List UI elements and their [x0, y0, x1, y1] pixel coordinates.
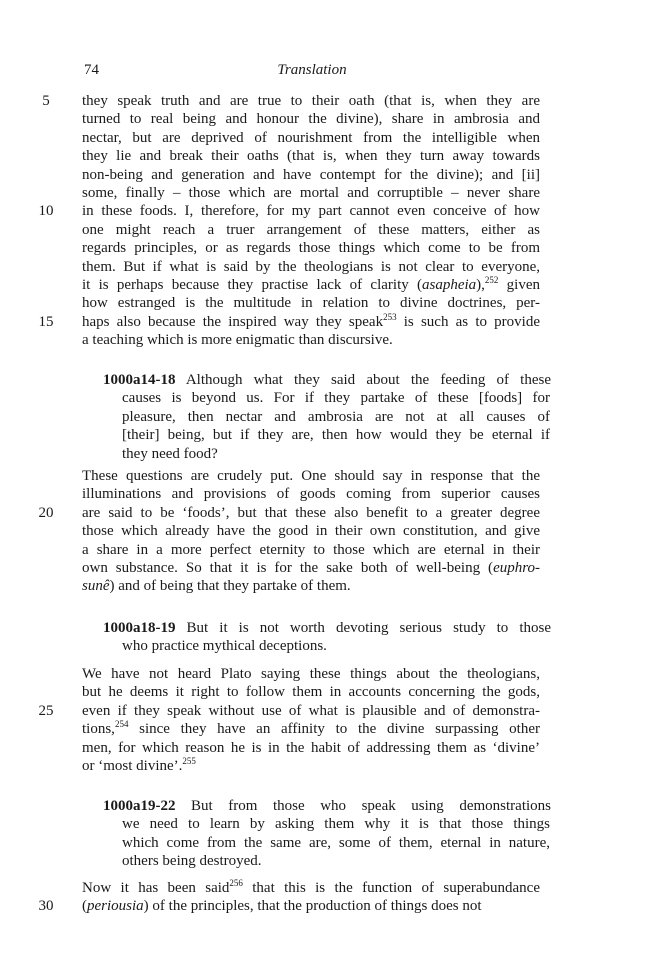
text-line — [0, 276, 650, 294]
text-line — [0, 852, 650, 870]
text-line — [0, 637, 650, 655]
paragraph — [0, 665, 650, 775]
line-text: (periousia) of the principles, that the production of things does not — [82, 898, 482, 915]
line-text: are said to be ‘foods’, but that these also benefit to a greater degree — [82, 504, 540, 521]
line-text: they speak truth and are true to their oath (that is, when they are — [82, 93, 540, 109]
line-text: which come from the same are, some of them, eternal in nature, — [122, 834, 550, 851]
line-text: some, finally – those which are mortal and corruptible – never share — [82, 184, 540, 201]
line-text: even if they speak without use of what is plausible and of demonstra- — [82, 702, 540, 719]
line-text: men, for which reason he is in the habit of addressing them as ‘divine’ — [82, 739, 540, 756]
text-line — [0, 110, 650, 128]
text-line — [0, 504, 650, 522]
line-text: Now it has been said$^{256}$ that this is the function of superabundance — [82, 878, 540, 896]
line-text: non-being and generation and have contempt for the divine); and [ii] — [82, 166, 540, 183]
text-line — [0, 313, 650, 331]
text-line — [0, 815, 650, 833]
text-line — [0, 522, 650, 540]
line-text: others being destroyed. — [122, 853, 262, 870]
line-text: We have not heard Plato saying these things about the theologians, — [82, 666, 540, 682]
line-text: illuminations and provisions of goods coming from superior causes — [82, 486, 540, 503]
line-text: who practice mythical deceptions. — [122, 638, 327, 655]
line-text: turned to real being and honour the divine), share in ambrosia and — [82, 111, 540, 128]
text-line — [0, 665, 650, 683]
text-line — [0, 147, 650, 165]
line-text: we need to learn by asking them why it is that those things — [122, 816, 550, 833]
text-line — [0, 683, 650, 701]
line-text: 1000a19-22 But from those who speak using demonstrations — [103, 798, 551, 814]
text-line — [0, 702, 650, 720]
text-line — [0, 371, 650, 389]
line-number: 10 — [38, 203, 54, 220]
text-line — [0, 834, 650, 852]
text-line — [0, 897, 650, 915]
line-text: tions,$^{254}$ since they have an affinity to the divine surpassing other — [82, 719, 540, 738]
line-text: those which already have the good in their own constitution, and give — [82, 523, 540, 540]
line-text: haps also because the inspired way they speak$^{253}$ is such as to provide — [82, 311, 541, 330]
text-line — [0, 166, 650, 184]
line-text: they lie and break their oaths (that is, when they turn away towards — [82, 148, 540, 165]
text-line — [0, 720, 650, 738]
lemma-block — [0, 371, 650, 463]
line-text: 1000a14-18 Although what they said about the feeding of these — [103, 372, 551, 388]
page-number: 74 — [84, 62, 99, 78]
text-line — [0, 426, 650, 444]
line-text: them. But if what is said by the theologians is not clear to everyone, — [82, 258, 540, 275]
text-line — [0, 879, 650, 897]
text-line — [0, 445, 650, 463]
text-line — [0, 797, 650, 815]
text-line — [0, 184, 650, 202]
text-line — [0, 221, 650, 239]
line-text: nectar, but are deprived of nourishment from the intelligible when — [82, 129, 540, 146]
text-line — [0, 202, 650, 220]
text-line — [0, 757, 650, 775]
text-line — [0, 485, 650, 503]
line-number: 15 — [38, 313, 54, 330]
line-text: one might reach a truer arrangement of these matters, either as — [82, 221, 540, 238]
line-text: it is perhaps because they practise lack of clarity (asapheia),$^{252}$ given — [82, 274, 541, 293]
line-text: own substance. So that it is for the sake both of well-being (euphro- — [82, 559, 540, 576]
line-text: but he deems it right to follow them in accounts concerning the gods, — [82, 684, 540, 701]
running-title: Translation — [277, 62, 347, 78]
line-text: [their] being, but if they are, then how would they be eternal if — [122, 427, 550, 444]
lemma-block — [0, 797, 650, 871]
line-number: 20 — [38, 504, 54, 521]
text-line — [0, 619, 650, 637]
line-text: in these foods. I, therefore, for my part cannot even conceive of how — [82, 203, 540, 220]
text-line — [0, 239, 650, 257]
text-line — [0, 467, 650, 485]
line-text: 1000a18-19 But it is not worth devoting serious study to those — [103, 620, 551, 636]
text-line — [0, 559, 650, 577]
line-text: or ‘most divine’.$^{255}$ — [82, 755, 196, 774]
paragraph — [0, 467, 650, 596]
line-text: how estranged is the multitude in relation to divine doctrines, per- — [82, 295, 540, 312]
text-line — [0, 92, 650, 110]
line-text: they need food? — [122, 445, 218, 462]
line-text: These questions are crudely put. One should say in response that the — [82, 468, 540, 484]
text-line — [0, 294, 650, 312]
line-text: regards principles, or as regards those things which come to be from — [82, 240, 540, 257]
line-text: pleasure, then nectar and ambrosia are not at all causes of — [122, 408, 550, 425]
line-text: a share in a more perfect eternity to those which are eternal in their — [82, 541, 540, 558]
text-line — [0, 331, 650, 349]
line-text: sunê) and of being that they partake of them. — [82, 578, 351, 595]
text-line — [0, 389, 650, 407]
text-line — [0, 541, 650, 559]
text-line — [0, 258, 650, 276]
text-line — [0, 739, 650, 757]
paragraph — [0, 92, 650, 349]
text-line — [0, 408, 650, 426]
line-number: 5 — [42, 93, 50, 109]
line-number: 30 — [38, 898, 54, 915]
line-text: a teaching which is more enigmatic than discursive. — [82, 332, 393, 349]
line-number: 25 — [38, 702, 54, 719]
lemma-block — [0, 619, 650, 656]
text-line — [0, 577, 650, 595]
line-text: causes is beyond us. For if they partake of these [foods] for — [122, 390, 550, 407]
text-line — [0, 129, 650, 147]
paragraph — [0, 879, 650, 916]
